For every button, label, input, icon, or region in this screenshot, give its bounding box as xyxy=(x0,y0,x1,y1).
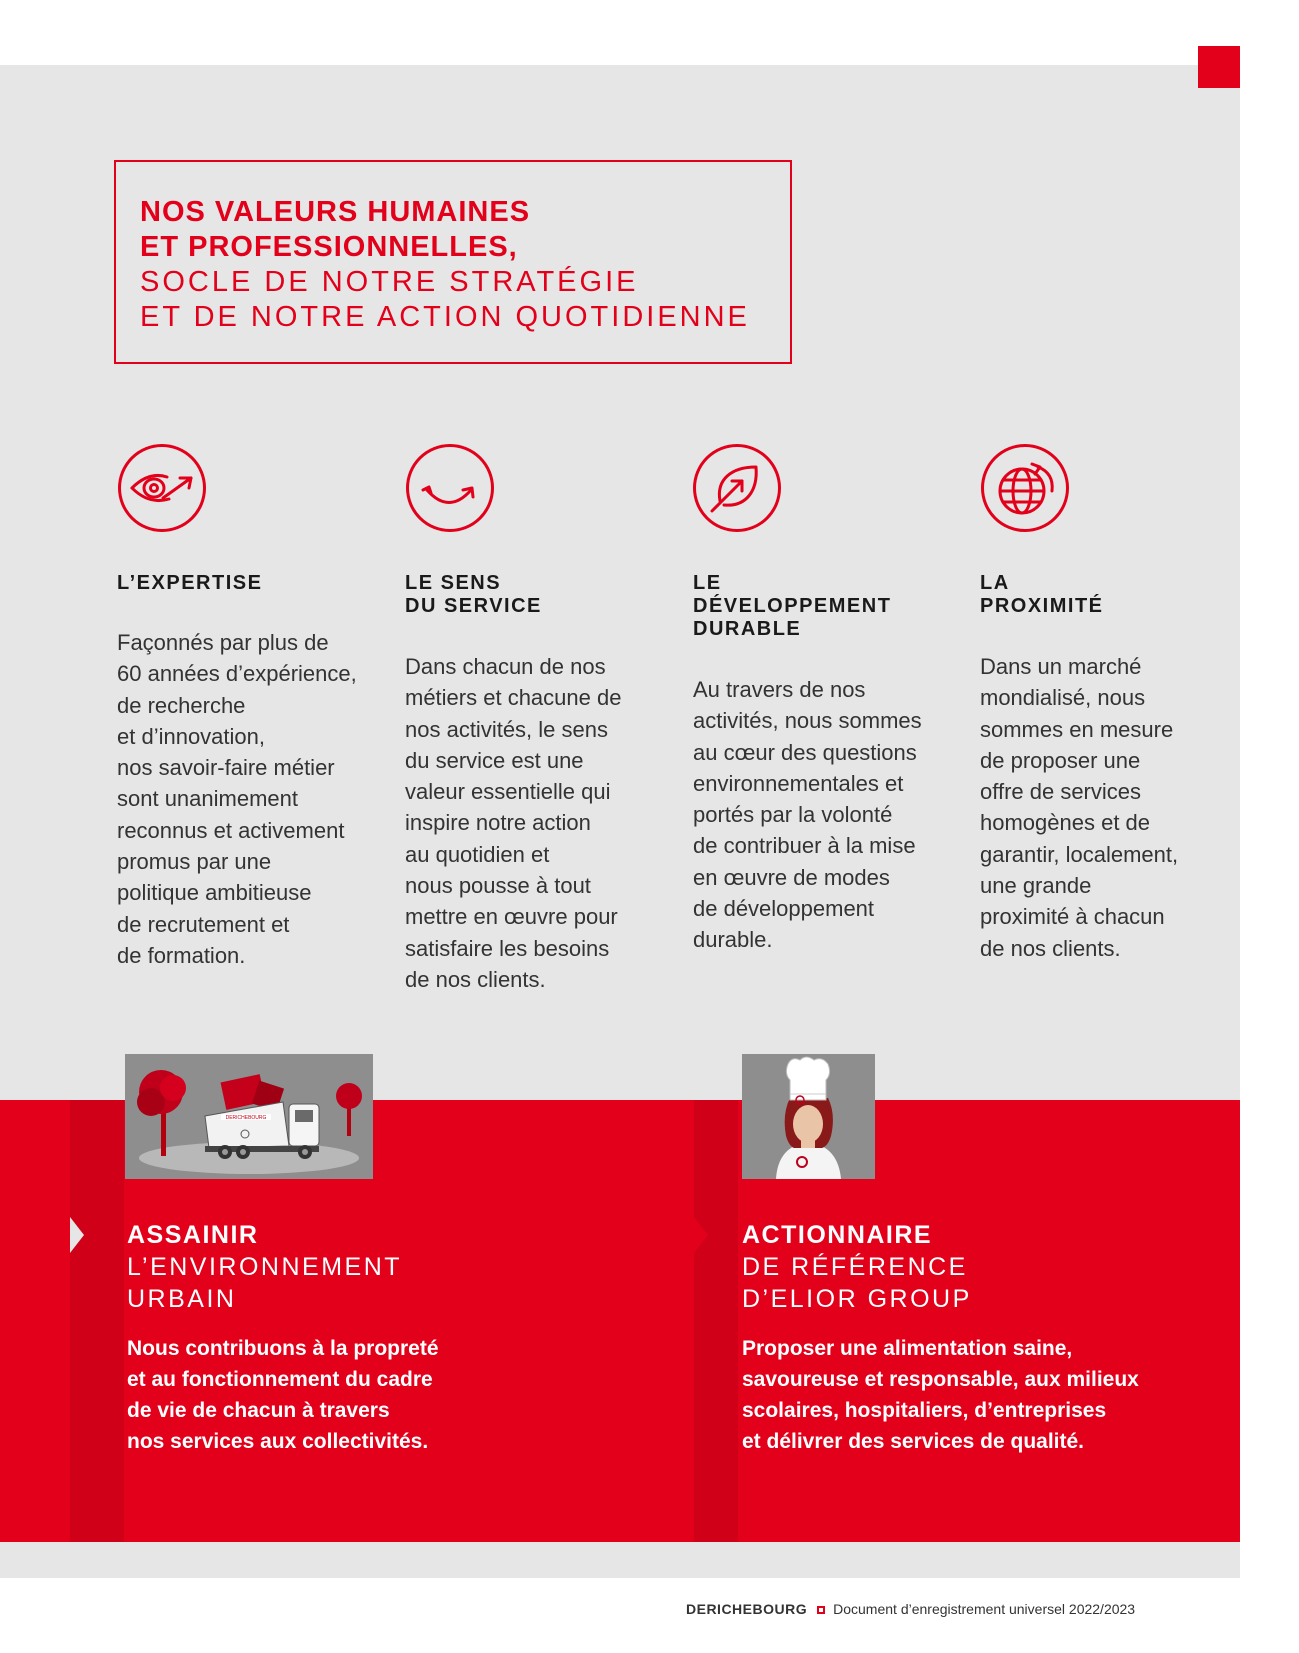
value-text-durable: Au travers de nos activités, nous sommes au cœur des questions environnementales et portés par la volonté de contribuer à la mise en œuvre de modes de développement durable. xyxy=(693,677,922,953)
value-title-expertise: L’EXPERTISE xyxy=(117,572,263,594)
mission-text-actionnaire: Proposer une alimentation saine, savoureuse et responsable, aux milieux scolaires, hospitaliers, d’entreprises et délivrer des services de qualité. xyxy=(742,1337,1139,1453)
mission-text-assainir: Nous contribuons à la propreté et au fonctionnement du cadre de vie de chacun à travers nos services aux collectivités. xyxy=(127,1337,439,1453)
value-text-proximite: Dans un marché mondialisé, nous sommes en mesure de proposer une offre de services homogènes et de garantir, localement, une grande proximité à chacun de nos clients. xyxy=(980,654,1179,961)
value-title-service: LE SENS DU SERVICE xyxy=(405,572,542,617)
red-band-shade-right xyxy=(694,1100,738,1542)
mission-title-actionnaire: ACTIONNAIRE DE RÉFÉRENCE D’ELIOR GROUP xyxy=(742,1221,972,1313)
leaf-arrow-icon xyxy=(692,443,782,533)
footer xyxy=(686,1601,1135,1617)
value-title-proximite: LA PROXIMITÉ xyxy=(980,572,1104,617)
footer-square-icon xyxy=(817,1606,825,1614)
smile-arrow-icon xyxy=(405,443,495,533)
globe-arrow-icon xyxy=(980,443,1070,533)
eye-arrow-icon xyxy=(117,443,207,533)
value-text-service: Dans chacun de nos métiers et chacune de nos activités, le sens du service est une valeur essentielle qui inspire notre action au quotidien et nous pousse à tout mettre en œuvre pour satisfaire les besoins de nos clients. xyxy=(405,654,622,992)
truck-label: DERICHEBOURG xyxy=(225,1115,267,1121)
value-title-durable: LE DÉVELOPPEMENT DURABLE xyxy=(693,572,892,640)
band-notch-left xyxy=(70,1217,84,1253)
red-band-shade-left xyxy=(70,1100,124,1542)
value-text-expertise: Façonnés par plus de 60 années d’expérience, de recherche et d’innovation, nos savoir-faire métier sont unanimement reconnus et activement promus par une politique ambitieuse de recrutement et de formation. xyxy=(117,630,357,968)
title-line-4: ET DE NOTRE ACTION QUOTIDIENNE xyxy=(140,301,750,333)
title-line-2: ET PROFESSIONNELLES, xyxy=(140,231,518,263)
mission-title-assainir: ASSAINIR L’ENVIRONNEMENT URBAIN xyxy=(127,1221,403,1313)
chef-illustration xyxy=(742,1054,875,1179)
corner-red-square xyxy=(1198,46,1240,88)
band-notch-right xyxy=(694,1217,708,1253)
title-line-3: SOCLE DE NOTRE STRATÉGIE xyxy=(140,266,639,298)
title-box xyxy=(114,160,792,364)
title-line-1: NOS VALEURS HUMAINES xyxy=(140,196,531,228)
footer-document-title: Document d’enregistrement universel 2022/2023 xyxy=(833,1601,1136,1617)
footer-brand: DERICHEBOURG xyxy=(686,1601,808,1617)
truck-illustration xyxy=(125,1054,373,1179)
